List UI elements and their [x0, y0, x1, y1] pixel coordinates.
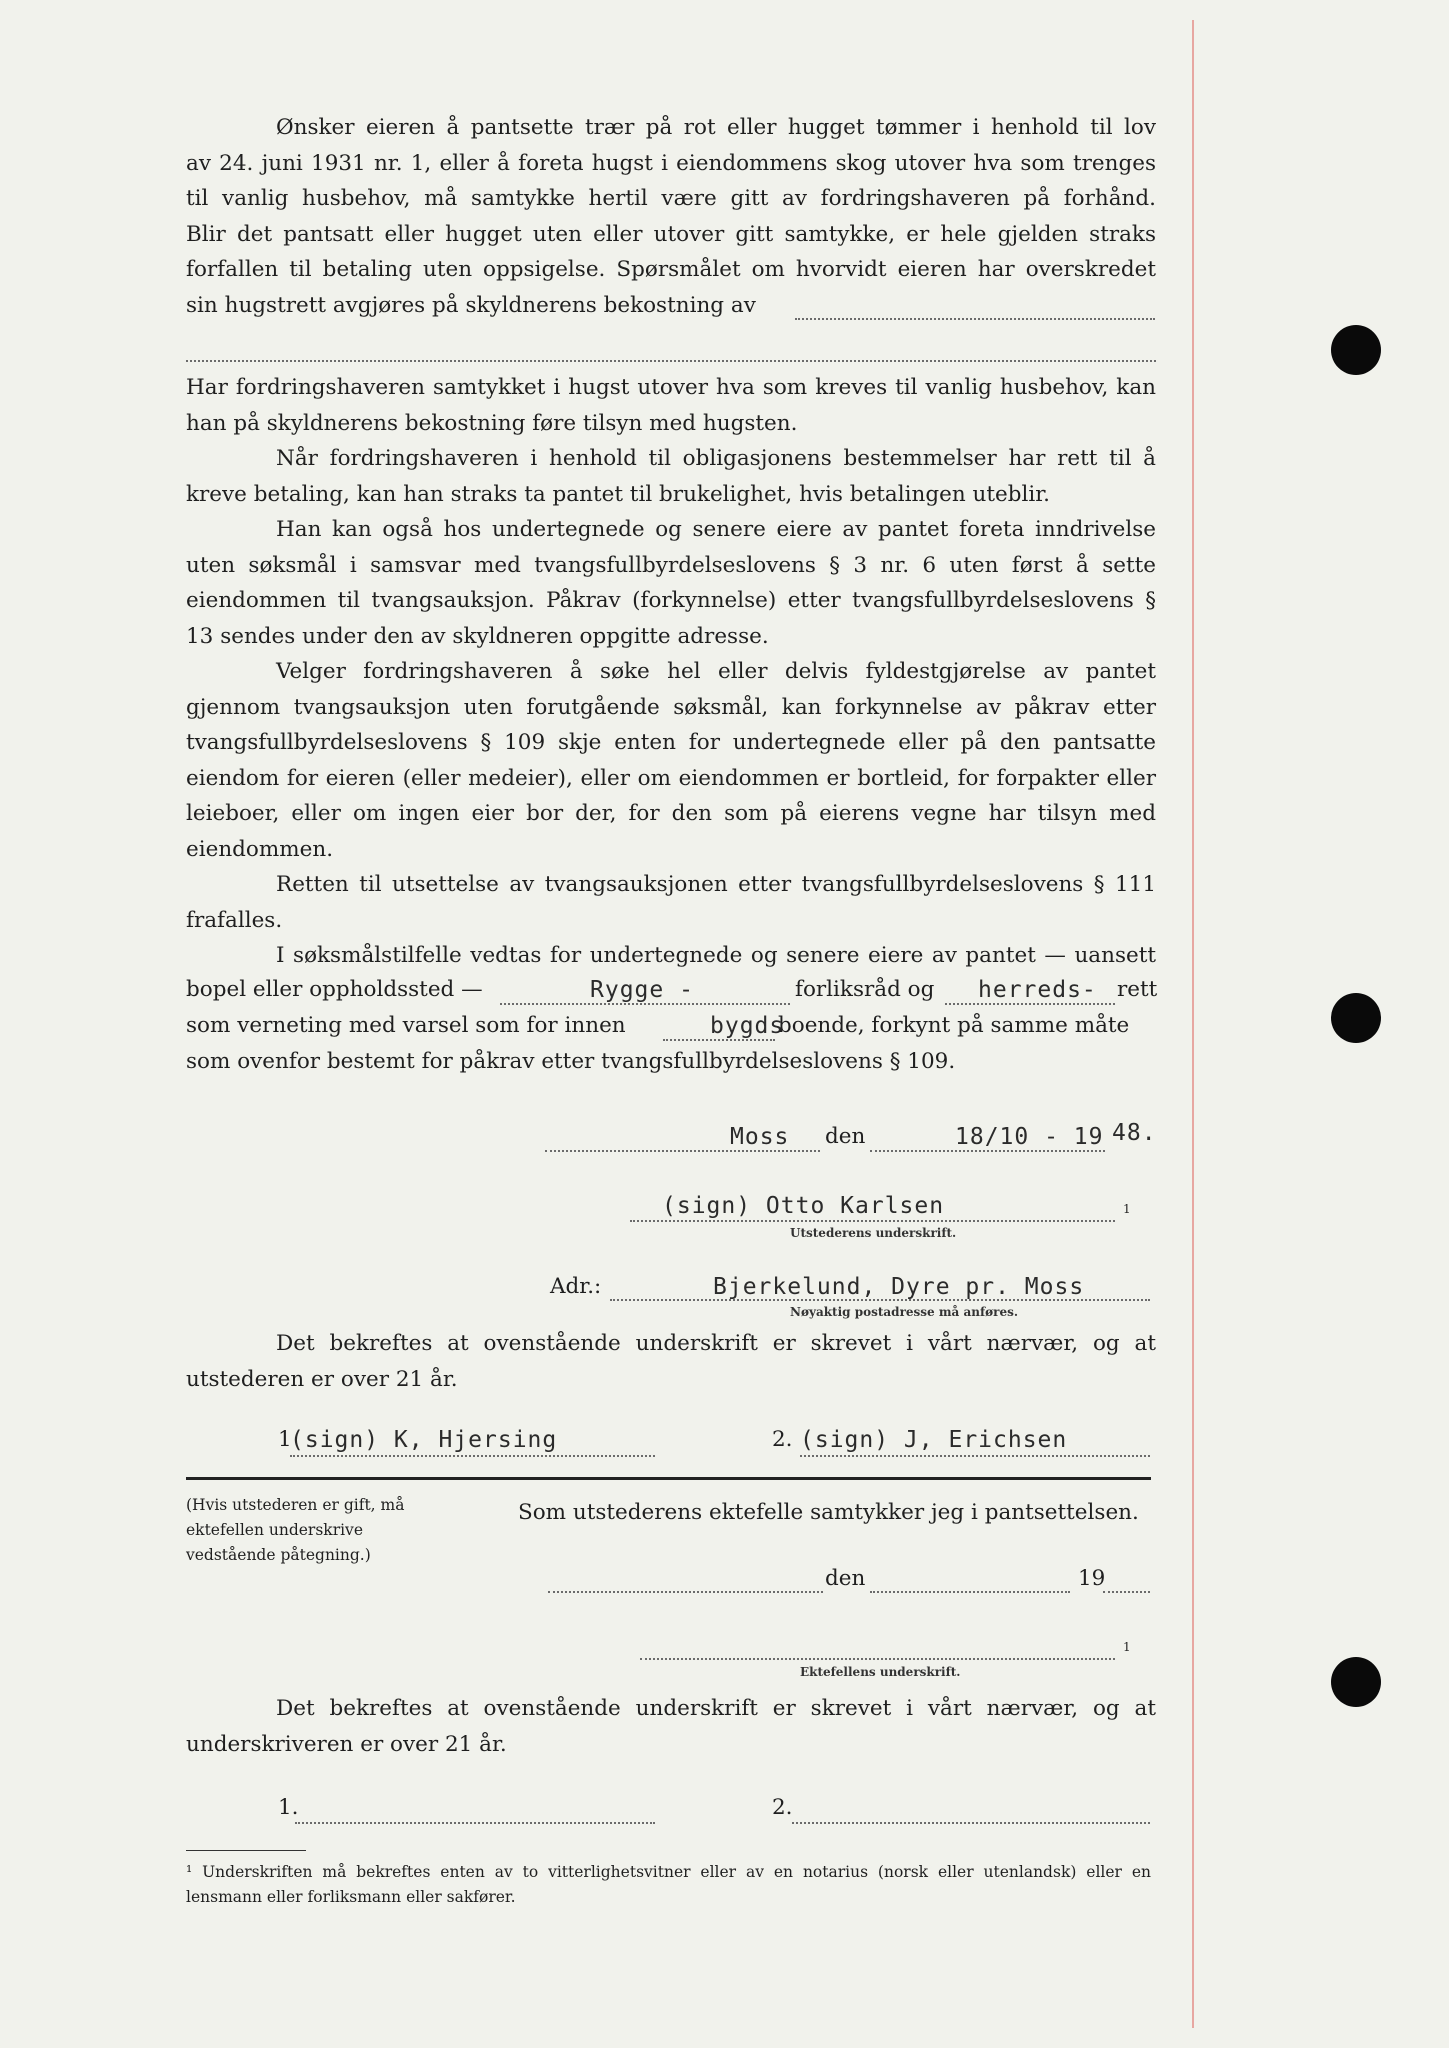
binder-hole-bottom: [1331, 1657, 1381, 1707]
spouse-year-label: 19: [1078, 1566, 1106, 1591]
venue-line-3b: boende, forkynt på samme måte: [778, 1013, 1130, 1038]
confirmation-spouse: [186, 1691, 1156, 1762]
witness1-number: 1: [278, 1427, 292, 1452]
text-line: Ønsker eieren å pantsette trær på rot eller hugget tømmer i henhold til lov: [276, 115, 1156, 140]
fill-line-date: [870, 1150, 1105, 1152]
footnote-marker-2: 1: [1123, 1640, 1131, 1654]
fill-line-spouse-year: [1103, 1591, 1150, 1593]
place-name: Moss: [730, 1124, 790, 1150]
witness1-signature: (sign) K, Hjersing: [290, 1427, 558, 1453]
footnote-marker: 1: [1123, 1202, 1131, 1216]
witness2-number: 2.: [772, 1427, 793, 1452]
issuer-caption: Utstederens underskrift.: [790, 1226, 957, 1240]
text-line: Blir det pantsatt eller hugget uten eller utover gitt samtykke, er hele gjelden straks: [186, 221, 1156, 247]
paragraph-supervision: Har fordringshaveren samtykket i hugst utover hva som kreves til vanlig husbehov, kan han på skyldnerens bekostning føre tilsyn med hugsten.: [186, 375, 1156, 436]
year-value: 48.: [1112, 1120, 1157, 1146]
venue-text-b: forliksråd og: [795, 977, 935, 1002]
footnote-rule: [186, 1850, 306, 1851]
witness4-number: 2.: [772, 1795, 793, 1820]
fill-line-spouse-date: [870, 1591, 1070, 1593]
text-line: av 24. juni 1931 nr. 1, eller å foreta hugst i eiendommens skog utover hva som trenges: [186, 150, 1156, 176]
court-name: Rygge -: [590, 977, 694, 1003]
court-type: herreds-: [978, 977, 1097, 1003]
confirmation-text: Det bekreftes at ovenstående underskrift er skrevet i vårt nærvær, og at utstederen er over 21 år.: [186, 1331, 1156, 1392]
address-caption: Nøyaktig postadresse må anføres.: [790, 1305, 1019, 1319]
date-value: 18/10 - 19: [955, 1124, 1104, 1150]
witness3-number: 1.: [278, 1795, 299, 1820]
fill-line-court: [500, 1003, 790, 1005]
section-divider: [186, 1477, 1151, 1480]
fill-line-hugstrett-2: [186, 360, 1156, 362]
fill-line-district: [663, 1039, 775, 1041]
witness2-signature: (sign) J, Erichsen: [800, 1427, 1068, 1453]
text-line: I søksmålstilfelle vedtas for undertegnede og senere eiere av pantet — uansett: [276, 943, 1156, 968]
issuer-signature: (sign) Otto Karlsen: [662, 1193, 945, 1219]
text-line: forfallen til betaling uten oppsigelse. Spørsmålet om hvorvidt eieren har overskredet: [186, 257, 1156, 282]
venue-text-c: rett: [1117, 977, 1158, 1002]
spouse-note: (Hvis utstederen er gift, må ektefellen underskrive vedstående påtegning.): [186, 1496, 405, 1564]
address-label: Adr.:: [550, 1274, 602, 1299]
address-value: Bjerkelund, Dyre pr. Moss: [713, 1274, 1085, 1300]
paragraph-collection: Han kan også hos undertegnede og senere eiere av pantet foreta inndrivelse uten søksmål i samsvar med tvangsfullbyrdelseslovens § 3 nr. 6 uten først å sette eiendommen til tvangsauksjon. Påkrav (forkynnelse) etter tvangsfullbyrdelseslovens § 13 sendes under den av skyldneren oppgitte adresse.: [186, 517, 1156, 649]
confirmation-issuer: [186, 1326, 1156, 1397]
date-den-label: den: [825, 1124, 866, 1149]
fill-line-witness1: [290, 1455, 655, 1457]
paragraph-logging: [186, 110, 1156, 323]
fill-line-court-type: [945, 1003, 1115, 1005]
fill-line-witness4: [792, 1822, 1150, 1824]
fill-line-witness3: [295, 1822, 655, 1824]
paragraph-payment: Når fordringshaveren i henhold til obligasjonens bestemmelser har rett til å kreve betaling, kan han straks ta pantet til brukelighet, hvis betalingen uteblir.: [186, 446, 1156, 507]
binder-hole-top: [1331, 325, 1381, 375]
fill-line-spouse-place: [548, 1591, 823, 1593]
paragraph-auction: Velger fordringshaveren å søke hel eller delvis fyldestgjørelse av pantet gjennom tvangsauksjon uten forutgående søksmål, kan forkynnelse av påkrav etter tvangsfullbyrdelseslovens § 109 skje enten for undertegnede eller på den pantsatte eiendom for eieren (eller medeier), eller om eiendommen er bortleid, for forpakter eller leieboer, eller om ingen eier bor der, for den som på eierens vegne har tilsyn med eiendommen.: [186, 659, 1156, 862]
spouse-caption: Ektefellens underskrift.: [800, 1665, 961, 1679]
spouse-consent: Som utstederens ektefelle samtykker jeg i pantsettelsen.: [518, 1500, 1139, 1525]
red-margin-line: [1192, 20, 1194, 2028]
fill-line-witness2: [800, 1455, 1150, 1457]
fill-line-issuer: [630, 1220, 1115, 1222]
text-line: til vanlig husbehov, må samtykke hertil være gitt av fordringshaveren på forhånd.: [186, 186, 1156, 211]
venue-line-4: som ovenfor bestemt for påkrav etter tvangsfullbyrdelseslovens § 109.: [186, 1049, 956, 1074]
venue-line-1: [186, 977, 483, 1002]
venue-line-3: som verneting med varsel som for innen: [186, 1013, 626, 1038]
binder-hole-middle: [1331, 993, 1381, 1043]
paragraph-postponement: Retten til utsettelse av tvangsauksjonen etter tvangsfullbyrdelseslovens § 111 frafalles.: [186, 872, 1156, 933]
venue-text-a: bopel eller oppholdssted —: [186, 977, 483, 1002]
confirmation-text-2: Det bekreftes at ovenstående underskrift er skrevet i vårt nærvær, og at underskriveren er over 21 år.: [186, 1696, 1156, 1757]
district-name: bygds: [710, 1013, 785, 1039]
fill-line-spouse-signature: [640, 1658, 1115, 1660]
conditions-text: [186, 370, 1156, 974]
fill-line-hugstrett: [795, 318, 1155, 320]
text-line: sin hugstrett avgjøres på skyldnerens bekostning av: [186, 292, 756, 318]
spouse-den-label: den: [825, 1566, 866, 1591]
fill-line-place: [545, 1150, 820, 1152]
footnote-text: ¹ Underskriften må bekreftes enten av to vitterlighetsvitner eller av en notarius (norsk eller utenlandsk) eller en lensmann eller forliksmann eller sakfører.: [186, 1863, 1151, 1906]
